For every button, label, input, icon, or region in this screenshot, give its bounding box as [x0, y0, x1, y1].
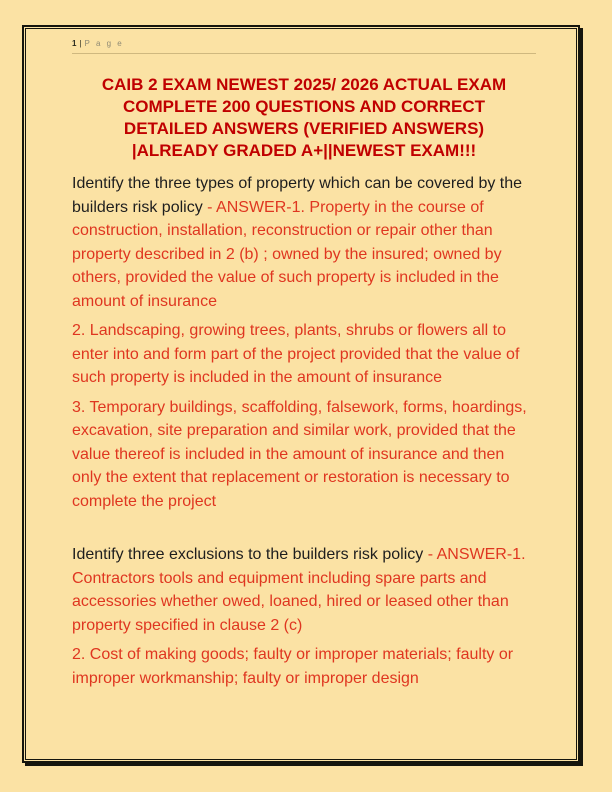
answer-paragraph-2: 2. Landscaping, growing trees, plants, shrubs or flowers all to enter into and form part of the project provided that the value of such property is included in the amount of insurance [72, 322, 520, 386]
answer-text-2: - ANSWER-1. Contractors tools and equipment including spare parts and accessories whether owed, loaned, hired or leased other than property specified in clause 2 (c) [72, 546, 526, 634]
document-title [72, 74, 536, 162]
answer-text-1: - ANSWER-1. Property in the course of construction, installation, reconstruction or repair other than property described in 2 (b) ; owned by the insured; owned by others, provided the value of such property is included in the amount of insurance [72, 198, 502, 310]
answer-paragraph-3: 3. Temporary buildings, scaffolding, falsework, forms, hoardings, excavation, site preparation and similar work, provided that the value thereof is included in the amount of insurance and then only the extent that replacement or restoration is necessary to complete the project [72, 398, 527, 510]
title-line-1: CAIB 2 EXAM NEWEST 2025/ 2026 ACTUAL EXAM [101, 75, 507, 94]
question-answer-block-2 [72, 543, 536, 637]
page-header [72, 39, 536, 54]
title-line-4: |ALREADY GRADED A+||NEWEST EXAM!!! [131, 141, 477, 160]
question-text-2: Identify three exclusions to the builders risk policy [72, 546, 428, 563]
title-line-2: COMPLETE 200 QUESTIONS AND CORRECT [122, 97, 486, 116]
page-number: 1 [72, 39, 78, 48]
page-border-frame [22, 25, 580, 763]
page-label: P a g e [84, 39, 124, 48]
question-answer-block-1 [72, 172, 536, 313]
title-line-3: DETAILED ANSWERS (VERIFIED ANSWERS) [123, 119, 485, 138]
paragraph-spacer [72, 519, 536, 543]
answer-paragraph-5: 2. Cost of making goods; faulty or improper materials; faulty or improper workmanship; faulty or improper design [72, 646, 514, 687]
page-content [26, 29, 576, 759]
question-text-1: Identify the three types of property which can be covered by the builders risk policy [72, 175, 523, 216]
page-number-divider: | [79, 39, 83, 48]
